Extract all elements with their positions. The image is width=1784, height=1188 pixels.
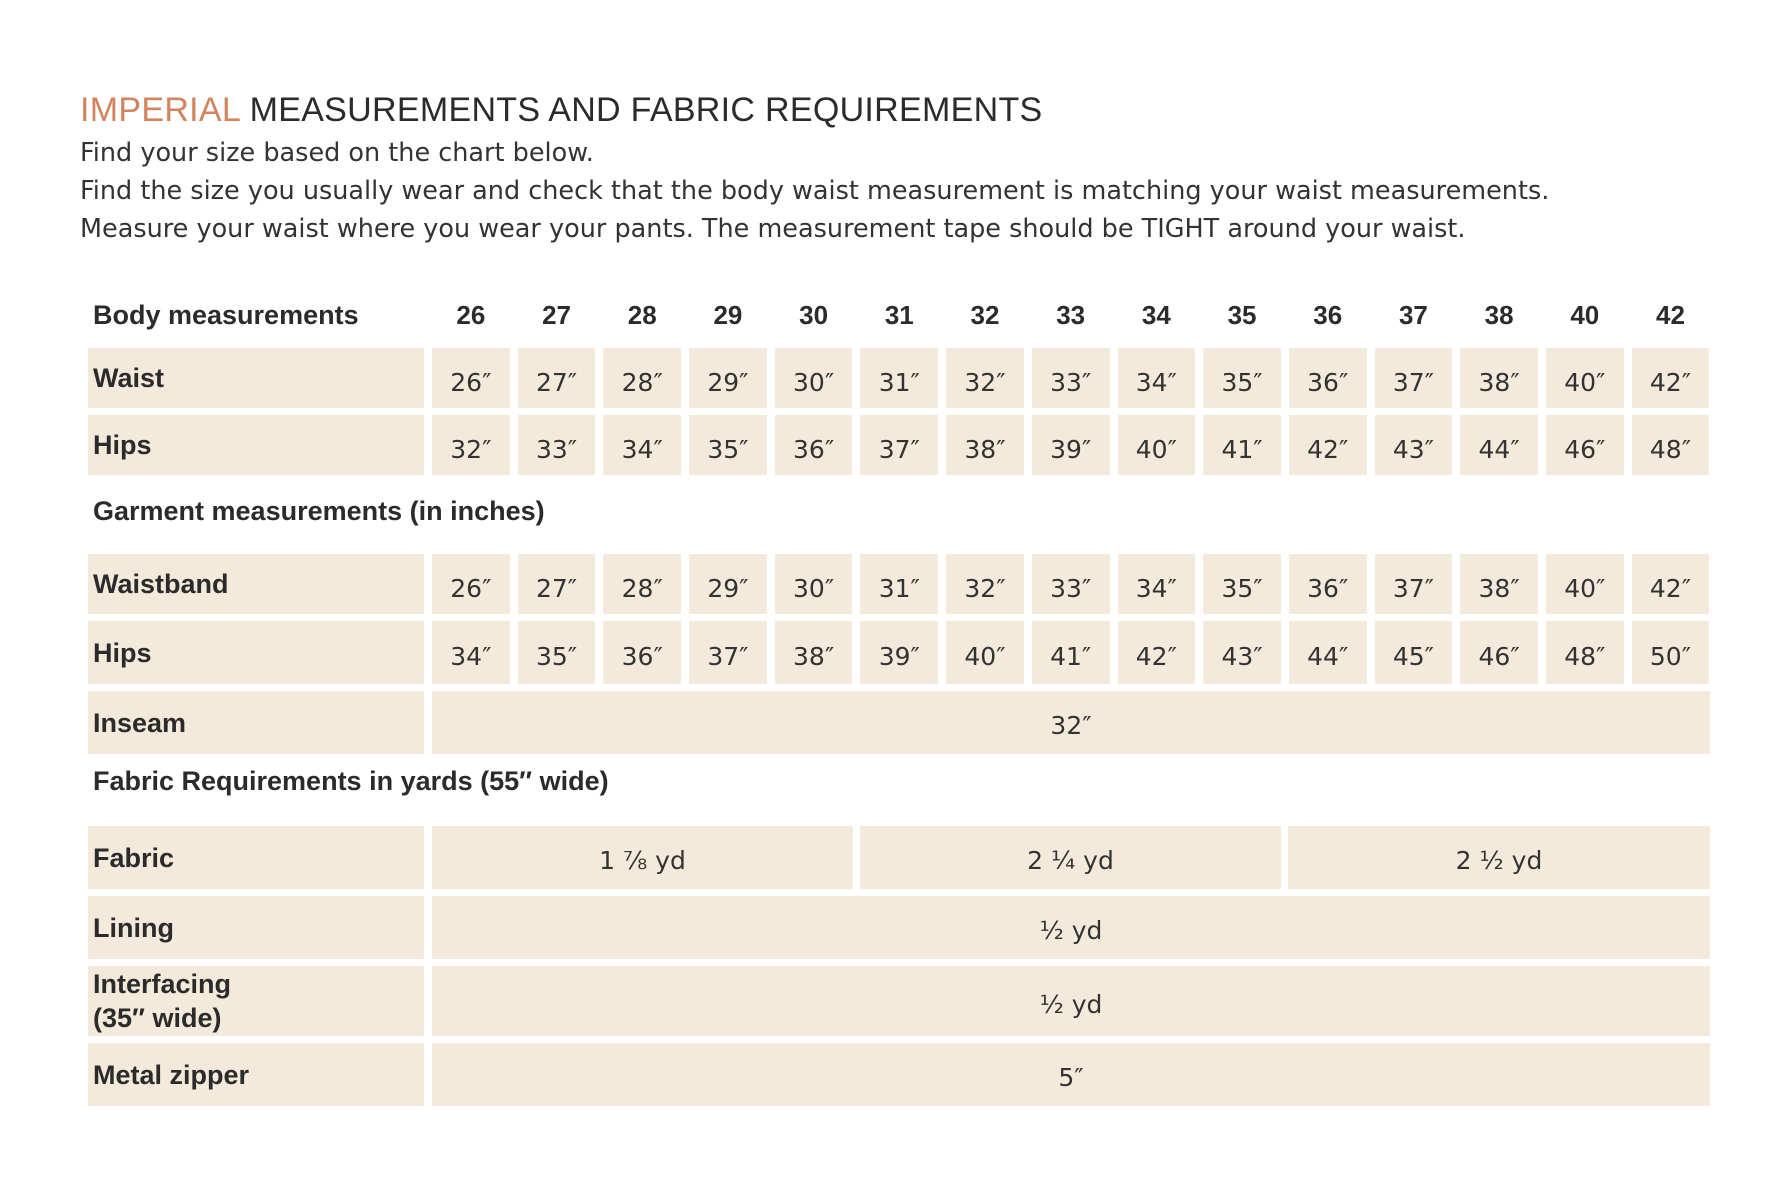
table-cell: 30″ — [775, 554, 853, 614]
fabric-value-small: 1 ⅞ yd — [432, 826, 853, 889]
table-cell: 34″ — [432, 621, 510, 684]
garment-hips-row — [88, 621, 1710, 684]
table-cell: 41″ — [1032, 621, 1110, 684]
table-cell: 46″ — [1460, 621, 1538, 684]
size-label: 32 — [970, 299, 1000, 330]
intro-line: Measure your waist where you wear your pants. The measurement tape should be TIGHT around your waist. — [80, 214, 1466, 244]
table-cell: 36″ — [775, 415, 853, 475]
size-label: 36 — [1313, 299, 1343, 330]
table-cell: 30″ — [775, 348, 853, 408]
size-label: 29 — [713, 299, 743, 330]
inseam-row — [88, 691, 1710, 754]
size-label: 34 — [1141, 299, 1171, 330]
interfacing-value: ½ yd — [432, 966, 1710, 1036]
table-cell: 37″ — [1375, 348, 1453, 408]
table-cell: 41″ — [1203, 415, 1281, 475]
body-waist-row — [88, 348, 1710, 408]
table-cell: 38″ — [775, 621, 853, 684]
row-label: Hips — [88, 621, 424, 684]
table-cell: 26″ — [432, 348, 510, 408]
table-cell: 35″ — [518, 621, 596, 684]
row-cells — [432, 348, 1709, 408]
size-label: 40 — [1570, 299, 1600, 330]
row-label: Fabric — [88, 826, 424, 889]
row-label: Hips — [88, 415, 424, 475]
table-cell: 28″ — [603, 554, 681, 614]
row-label: Metal zipper — [88, 1043, 424, 1106]
table-cell: 29″ — [689, 554, 767, 614]
garment-measurements-heading: Garment measurements (in inches) — [93, 496, 545, 526]
table-cell: 39″ — [860, 621, 938, 684]
table-cell: 42″ — [1118, 621, 1196, 684]
table-cell: 50″ — [1632, 621, 1710, 684]
zipper-value: 5″ — [432, 1043, 1710, 1106]
size-label: 26 — [456, 299, 486, 330]
table-cell: 42″ — [1632, 554, 1710, 614]
garment-waistband-row — [88, 554, 1710, 614]
body-measurements-heading: Body measurements — [93, 300, 359, 330]
size-label: 33 — [1056, 299, 1086, 330]
lining-value: ½ yd — [432, 896, 1710, 959]
table-cell: 40″ — [1546, 554, 1624, 614]
table-cell: 35″ — [689, 415, 767, 475]
table-cell: 46″ — [1546, 415, 1624, 475]
table-cell: 44″ — [1460, 415, 1538, 475]
intro-line: Find your size based on the chart below. — [80, 138, 594, 168]
table-cell: 34″ — [1118, 348, 1196, 408]
table-cell: 33″ — [518, 415, 596, 475]
size-label: 42 — [1656, 299, 1685, 330]
table-cell: 34″ — [603, 415, 681, 475]
row-label: Waist — [88, 348, 424, 408]
table-cell: 27″ — [518, 348, 596, 408]
row-cells — [432, 554, 1709, 614]
table-cell: 42″ — [1632, 348, 1710, 408]
size-header-row — [88, 288, 1710, 342]
interfacing-width-label: (35″ wide) — [93, 1003, 222, 1033]
intro-text — [80, 134, 1720, 248]
table-cell: 38″ — [1460, 554, 1538, 614]
row-cells — [432, 621, 1709, 684]
table-cell: 36″ — [1289, 348, 1367, 408]
table-cell: 36″ — [1289, 554, 1367, 614]
row-label: Lining — [88, 896, 424, 959]
fabric-requirements-heading: Fabric Requirements in yards (55″ wide) — [93, 766, 609, 796]
table-cell: 40″ — [1546, 348, 1624, 408]
page-title — [80, 88, 1720, 132]
table-cell: 31″ — [860, 348, 938, 408]
interfacing-row — [88, 966, 1710, 1036]
table-cell: 37″ — [689, 621, 767, 684]
size-label: 30 — [799, 299, 829, 330]
table-cell: 36″ — [603, 621, 681, 684]
table-cell: 32″ — [432, 415, 510, 475]
table-cell: 43″ — [1375, 415, 1453, 475]
table-cell: 40″ — [1118, 415, 1196, 475]
table-cell: 28″ — [603, 348, 681, 408]
intro-line: Find the size you usually wear and check that the body waist measurement is matching your waist measurements. — [80, 176, 1550, 206]
table-cell: 39″ — [1032, 415, 1110, 475]
table-cell: 37″ — [860, 415, 938, 475]
table-cell: 38″ — [1460, 348, 1538, 408]
table-cell: 45″ — [1375, 621, 1453, 684]
title-rest: MEASUREMENTS AND FABRIC REQUIREMENTS — [249, 91, 1043, 129]
size-label: 28 — [627, 299, 657, 330]
table-cell: 27″ — [518, 554, 596, 614]
table-cell: 48″ — [1546, 621, 1624, 684]
row-label — [88, 966, 424, 1036]
inseam-value: 32″ — [432, 691, 1710, 754]
size-label: 27 — [542, 299, 571, 330]
table-cell: 32″ — [946, 554, 1024, 614]
interfacing-label: Interfacing — [93, 969, 232, 999]
body-hips-row — [88, 415, 1710, 475]
table-cell: 26″ — [432, 554, 510, 614]
table-cell: 42″ — [1289, 415, 1367, 475]
table-cell: 33″ — [1032, 554, 1110, 614]
lining-row — [88, 896, 1710, 959]
table-cell: 44″ — [1289, 621, 1367, 684]
table-cell: 29″ — [689, 348, 767, 408]
size-label: 38 — [1484, 299, 1514, 330]
table-cell: 34″ — [1118, 554, 1196, 614]
fabric-value-medium: 2 ¼ yd — [860, 826, 1281, 889]
size-label: 37 — [1398, 299, 1428, 330]
size-label: 31 — [884, 299, 914, 330]
fabric-value-large: 2 ½ yd — [1288, 826, 1710, 889]
table-cell: 48″ — [1632, 415, 1710, 475]
size-header-cells — [432, 288, 1709, 342]
table-cell: 37″ — [1375, 554, 1453, 614]
table-cell: 32″ — [946, 348, 1024, 408]
table-cell: 40″ — [946, 621, 1024, 684]
table-cell: 31″ — [860, 554, 938, 614]
row-label: Inseam — [88, 691, 424, 754]
table-cell: 38″ — [946, 415, 1024, 475]
zipper-row — [88, 1043, 1710, 1106]
row-label: Waistband — [88, 554, 424, 614]
table-cell: 43″ — [1203, 621, 1281, 684]
size-chart-page — [80, 88, 1720, 248]
table-cell: 33″ — [1032, 348, 1110, 408]
size-label: 35 — [1227, 299, 1257, 330]
table-cell: 35″ — [1203, 348, 1281, 408]
title-accent: IMPERIAL — [80, 91, 240, 129]
row-cells — [432, 415, 1709, 475]
table-cell: 35″ — [1203, 554, 1281, 614]
fabric-row — [88, 826, 1710, 889]
